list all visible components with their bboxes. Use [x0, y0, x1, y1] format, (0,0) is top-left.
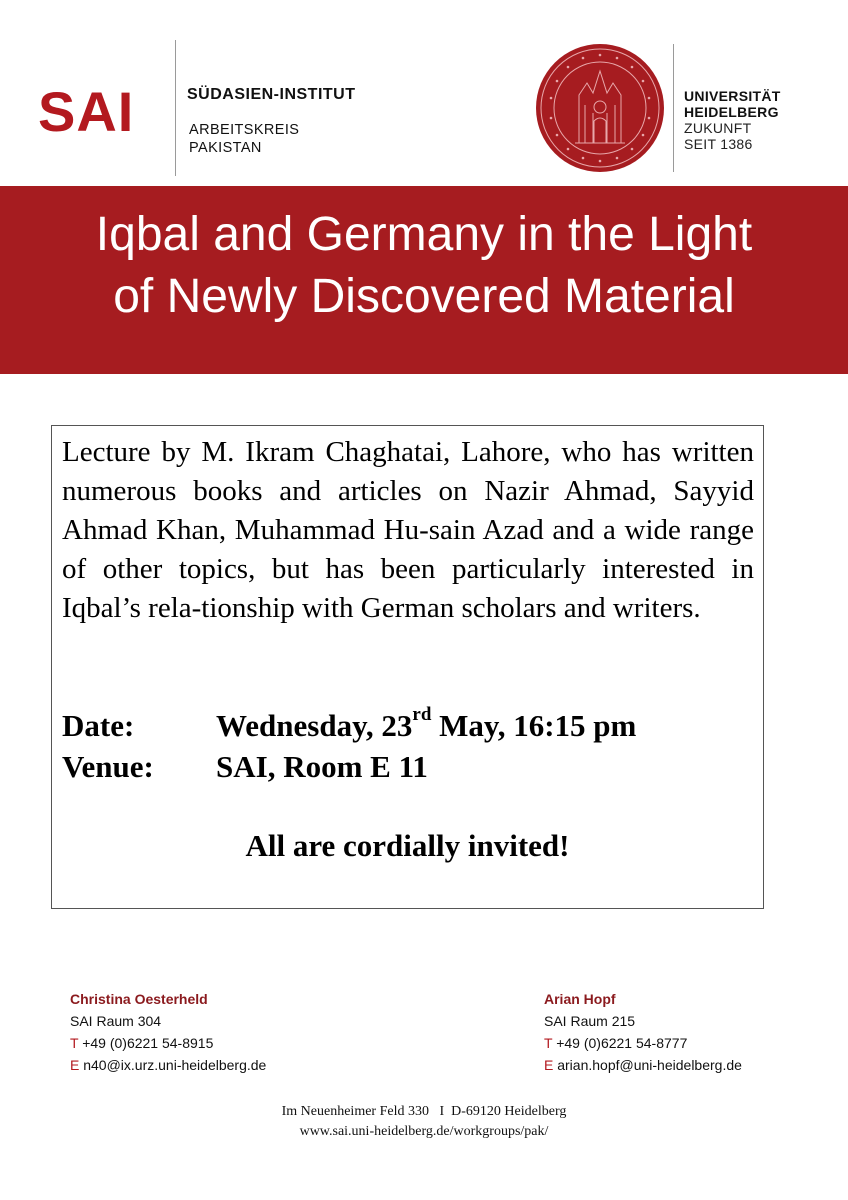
- header-divider-right: [673, 44, 674, 172]
- event-title-line-1: Iqbal and Germany in the Light: [95, 208, 753, 261]
- footer-website[interactable]: www.sai.uni-heidelberg.de/workgroups/pak/: [299, 1124, 549, 1139]
- invitation-text: All are cordially invited!: [245, 828, 570, 863]
- footer-address: Im Neuenheimer Feld 330 I D-69120 Heidelberg: [281, 1104, 567, 1119]
- contact-phone: +49 (0)6221 54-8915: [82, 1035, 214, 1051]
- email-label: E: [544, 1057, 554, 1073]
- date-label: Date:: [62, 708, 135, 743]
- header-divider-left: [175, 40, 176, 176]
- lecture-description: Lecture by M. Ikram Chaghatai, Lahore, who has written numerous books and articles on Nazir Ahmad, Sayyid Ahmad Khan, Muhammad Hu-sain Azad and a wide range of other topics, but has been particularly interested in Iqbal’s rela-tionship with German scholars and writers.: [62, 436, 754, 624]
- date-value-time: May, 16:15 pm: [431, 708, 637, 743]
- university-seal-icon: [535, 43, 665, 173]
- institute-subtitle-line-2: PAKISTAN: [189, 140, 262, 156]
- date-value: [216, 704, 637, 743]
- contact-name: Arian Hopf: [544, 991, 616, 1007]
- institute-title: SÜDASIEN-INSTITUT: [187, 86, 356, 103]
- contact-room: SAI Raum 215: [544, 1013, 636, 1029]
- email-label: E: [70, 1057, 80, 1073]
- event-title: [0, 204, 848, 328]
- venue-value: SAI, Room E 11: [216, 749, 428, 784]
- phone-label: T: [70, 1035, 79, 1051]
- contact-phone-line: [544, 1032, 742, 1054]
- contact-card-right: [544, 988, 742, 1076]
- contact-room: SAI Raum 304: [70, 1013, 162, 1029]
- institute-subtitle-line-1: ARBEITSKREIS: [189, 122, 300, 138]
- contact-phone-line: [70, 1032, 266, 1054]
- contact-phone: +49 (0)6221 54-8777: [556, 1035, 688, 1051]
- contact-card-left: [70, 988, 266, 1076]
- date-value-ordinal: rd: [412, 704, 432, 725]
- venue-row: [62, 749, 428, 785]
- contact-email[interactable]: arian.hopf@uni-heidelberg.de: [557, 1057, 742, 1073]
- university-motto-line-1: ZUKUNFT: [684, 120, 752, 136]
- phone-label: T: [544, 1035, 553, 1051]
- date-value-day: Wednesday, 23: [216, 708, 413, 743]
- university-name-line-2: HEIDELBERG: [684, 104, 779, 120]
- date-row: [62, 704, 637, 744]
- sai-logo: SAI: [38, 80, 135, 143]
- university-motto-line-2: SEIT 1386: [684, 136, 753, 152]
- contact-name: Christina Oesterheld: [70, 991, 208, 1007]
- contact-email-line: [70, 1054, 266, 1076]
- event-title-line-2: of Newly Discovered Material: [113, 270, 735, 323]
- contact-email-line: [544, 1054, 742, 1076]
- university-wordmark: [684, 88, 781, 152]
- university-name-line-1: UNIVERSITÄT: [684, 88, 781, 104]
- venue-label: Venue:: [62, 749, 154, 784]
- institute-subtitle: [189, 121, 299, 157]
- contact-email[interactable]: n40@ix.urz.uni-heidelberg.de: [83, 1057, 267, 1073]
